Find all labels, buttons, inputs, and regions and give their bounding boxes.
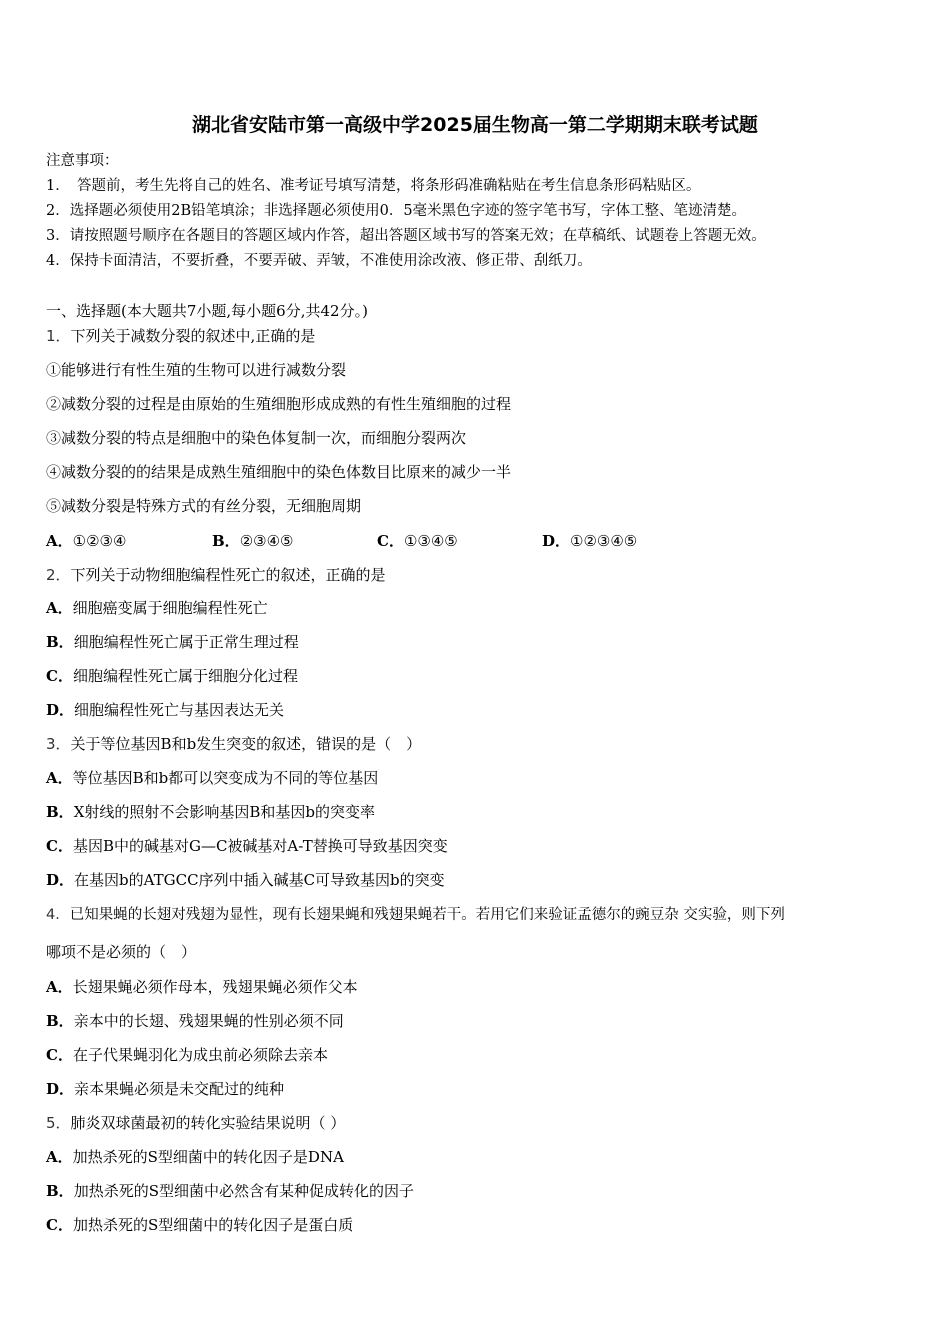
question-5 bbox=[46, 1112, 345, 1134]
question-4 bbox=[46, 904, 785, 926]
note-item: 4．保持卡面清洁，不要折叠，不要弄破、弄皱，不准使用涂改液、修正带、刮纸刀。 bbox=[46, 253, 592, 269]
option-c: C．基因B中的碱基对G—C被碱基对A-T替换可导致基因突变 bbox=[46, 837, 448, 855]
statement: ③减数分裂的特点是细胞中的染色体复制一次，而细胞分裂两次 bbox=[46, 429, 467, 447]
question-stem: 下列关于减数分裂的叙述中,正确的是 bbox=[70, 327, 316, 345]
notes-heading: 注意事项： bbox=[46, 153, 119, 169]
option-a: A．长翅果蝇必须作母本，残翅果蝇必须作父本 bbox=[46, 978, 358, 996]
option-b: B．加热杀死的S型细菌中必然含有某种促成转化的因子 bbox=[46, 1182, 414, 1200]
question-stem: 肺炎双球菌最初的转化实验结果说明（ ） bbox=[70, 1114, 346, 1132]
note-item: 3．请按照题号顺序在各题目的答题区域内作答，超出答题区域书写的答案无效；在草稿纸、试题卷上答题无效。 bbox=[46, 228, 766, 244]
option-c: C．细胞编程性死亡属于细胞分化过程 bbox=[46, 667, 298, 685]
option-a: A．加热杀死的S型细菌中的转化因子是DNA bbox=[46, 1148, 344, 1166]
question-number: 2． bbox=[46, 566, 71, 584]
option-c: C．①③④⑤ bbox=[377, 532, 458, 550]
option-b: B．亲本中的长翅、残翅果蝇的性别必须不同 bbox=[46, 1012, 344, 1030]
option-b: B．细胞编程性死亡属于正常生理过程 bbox=[46, 633, 299, 651]
option-a: A．①②③④ bbox=[46, 532, 127, 550]
page-title: 湖北省安陆市第一高级中学2025届生物高一第二学期期末联考试题 bbox=[192, 114, 758, 136]
statement: ②减数分裂的过程是由原始的生殖细胞形成成熟的有性生殖细胞的过程 bbox=[46, 395, 512, 413]
question-stem: 关于等位基因B和b发生突变的叙述，错误的是（ ） bbox=[70, 735, 422, 753]
option-d: D．①②③④⑤ bbox=[542, 532, 638, 550]
question-stem: 已知果蝇的长翅对残翅为显性，现有长翅果蝇和残翅果蝇若干。若用它们来验证孟德尔的豌豆杂 交实验，则下列 bbox=[69, 907, 785, 923]
question-stem-continued: 哪项不是必须的（ ） bbox=[46, 943, 197, 961]
statement: ④减数分裂的的结果是成熟生殖细胞中的染色体数目比原来的减少一半 bbox=[46, 463, 512, 481]
statement: ⑤减数分裂是特殊方式的有丝分裂，无细胞周期 bbox=[46, 497, 362, 515]
question-stem: 下列关于动物细胞编程性死亡的叙述，正确的是 bbox=[70, 566, 386, 584]
section-heading: 一、选择题(本大题共7小题,每小题6分,共42分。) bbox=[46, 302, 368, 320]
option-d: D．亲本果蝇必须是未交配过的纯种 bbox=[46, 1080, 285, 1098]
option-c: C．在子代果蝇羽化为成虫前必须除去亲本 bbox=[46, 1046, 328, 1064]
note-item: 1． 答题前，考生先将自己的姓名、准考证号填写清楚，将条形码准确粘贴在考生信息条形码粘贴区。 bbox=[46, 178, 701, 194]
option-c: C．加热杀死的S型细菌中的转化因子是蛋白质 bbox=[46, 1216, 354, 1234]
note-item: 2．选择题必须使用2B铅笔填涂；非选择题必须使用0．5毫米黑色字迹的签字笔书写，字体工整、笔迹清楚。 bbox=[46, 203, 747, 219]
question-1 bbox=[46, 325, 315, 347]
option-b: B．②③④⑤ bbox=[212, 532, 294, 550]
question-number: 5． bbox=[46, 1114, 71, 1132]
option-a: A．等位基因B和b都可以突变成为不同的等位基因 bbox=[46, 769, 379, 787]
question-number: 3． bbox=[46, 735, 71, 753]
option-a: A．细胞癌变属于细胞编程性死亡 bbox=[46, 599, 268, 617]
question-number: 4． bbox=[46, 907, 70, 923]
question-3 bbox=[46, 733, 421, 755]
option-d: D．细胞编程性死亡与基因表达无关 bbox=[46, 701, 285, 719]
option-b: B．X射线的照射不会影响基因B和基因b的突变率 bbox=[46, 803, 375, 821]
option-d: D．在基因b的ATGCC序列中插入碱基C可导致基因b的突变 bbox=[46, 871, 445, 889]
question-number: 1． bbox=[46, 327, 71, 345]
statement: ①能够进行有性生殖的生物可以进行减数分裂 bbox=[46, 361, 347, 379]
question-2 bbox=[46, 564, 386, 586]
